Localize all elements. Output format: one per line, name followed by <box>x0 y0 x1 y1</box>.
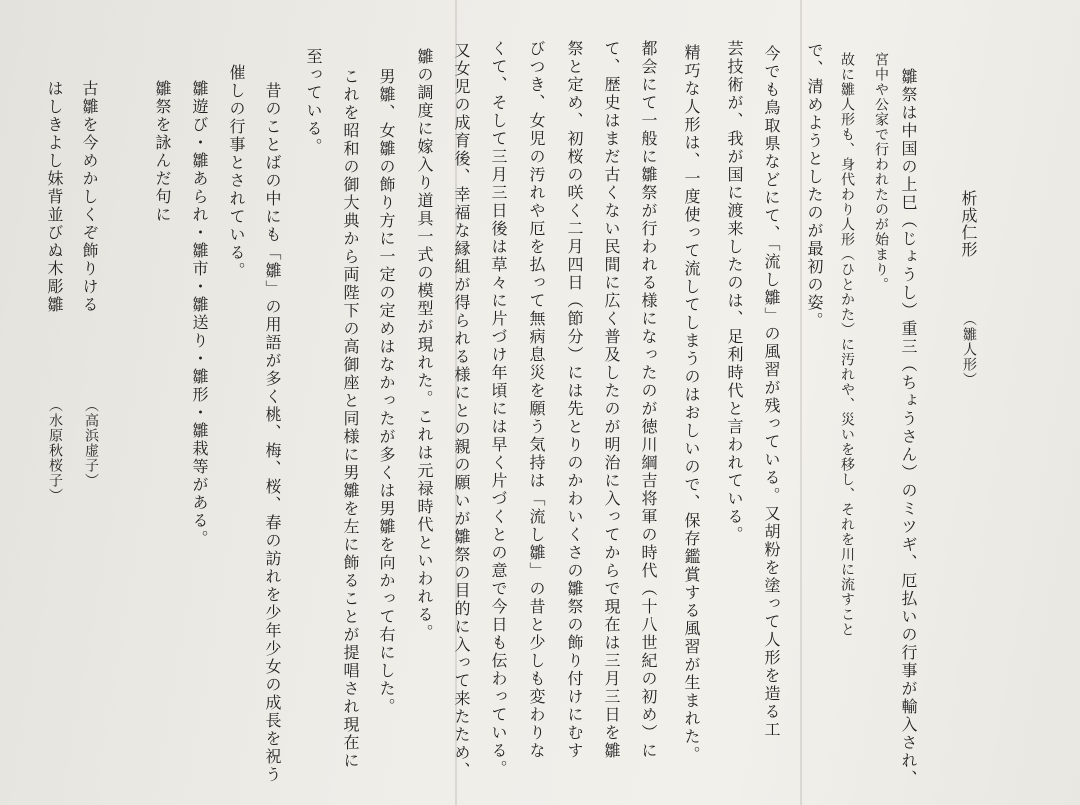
text-column: 都会にて一般に雛祭が行われる様になったのが徳川綱吉将軍の時代（十八世紀の初め）に <box>639 40 658 760</box>
text-column: くて、そして三月三日後は草々に片づけ年頃には早く片づくとの意で今日も伝わっている。 <box>489 40 508 778</box>
text-column: 芸技術が、我が国に渡来したのは、足利時代と言われている。 <box>725 40 744 544</box>
text-column: 雛の調度に嫁入り道具一式の模型が現れた。これは元禄時代といわれる。 <box>415 48 434 642</box>
text-column: 雛祭は中国の上巳（じょうし）重三（ちょうさん）のミツギ、厄払いの行事が輸入され、 <box>899 68 918 788</box>
text-column: 雛祭を詠んだ句に <box>153 80 172 224</box>
text-column: 宮中や公家で行われたのが始まり。 <box>873 52 889 292</box>
haiku-author: （水原秋桜子） <box>47 398 63 503</box>
text-column: びつき、女児の汚れや厄を払って無病息災を願う気持は「流し雛」の昔と少しも変わりな <box>527 40 546 760</box>
text-column: て、歴史はまだ古くない民間に広く普及したのが明治に入ってからで現在は三月三日を雛 <box>602 40 621 760</box>
text-column: 祭と定め、初桜の咲く二月四日（節分）には先とりのかわいくさの雛祭の飾り付けにむす <box>565 40 584 760</box>
text-column: 今でも鳥取県などにて、「流し雛」の風習が残っている。又胡粉を塗って人形を造る工 <box>762 45 781 739</box>
text-column: で、清めようとしたのが最初の姿。 <box>805 42 824 330</box>
text-column: 雛遊び・雛あられ・雛市・雛送り・雛形・雛栽等がある。 <box>190 80 209 548</box>
text-column: 故に雛人形も、身代わり人形（ひとかた）に汚れや、災いを移し、それを川に流すこと <box>839 52 855 637</box>
haiku-author: （高浜虚子） <box>83 398 99 488</box>
text-column: 催しの行事とされている。 <box>227 64 246 280</box>
text-column: これを昭和の御大典から両陛下の高御座と同様に男雛を左に飾ることが提唱され現在に <box>341 68 360 770</box>
text-column: 昔のことばの中にも「雛」の用語が多く桃、梅、桜、春の訪れを少年少女の成長を祝う <box>263 82 282 784</box>
haiku-line: はしきよし妹背並びぬ木彫雛 <box>45 80 64 314</box>
text-column: 精巧な人形は、一度使って流してしまうのはおしいので、保存鑑賞する風習が生まれた。 <box>682 44 701 764</box>
text-column: 男雛、女雛の飾り方に一定の定めはなかったが多くは男雛を向かって右にした。 <box>377 68 396 716</box>
haiku-line: 古雛を今めかしくぞ飾りける <box>80 80 99 314</box>
paper-fold <box>800 0 802 805</box>
subtitle: （雛人形） <box>961 312 977 387</box>
page-title: 析成仁形 <box>959 190 978 258</box>
text-column: 至っている。 <box>304 48 323 156</box>
text-column: 又女児の成育後、幸福な縁組が得られる様にとの親の願いが雛祭の目的に入って来たため、 <box>452 42 471 780</box>
